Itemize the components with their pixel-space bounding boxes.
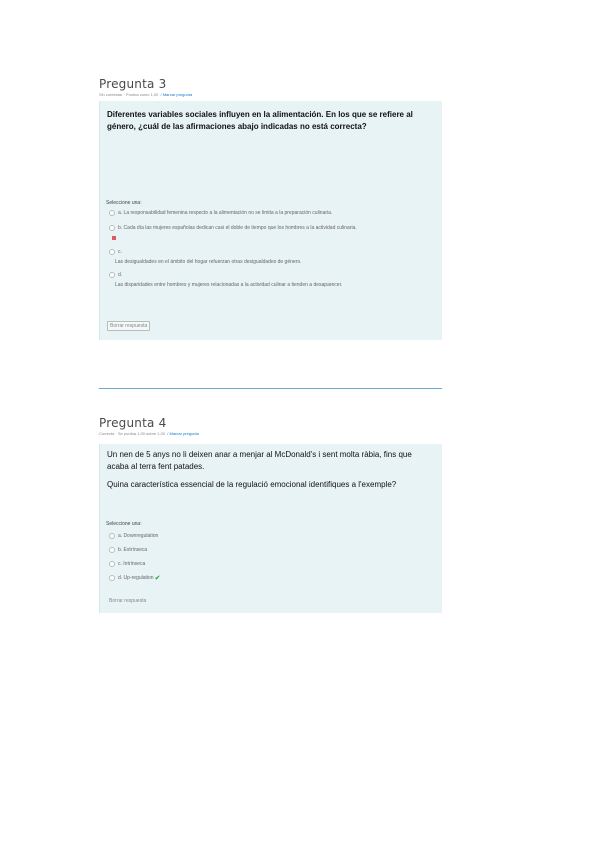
q3-option-a-label: a. La responsabilidad femenina respecto a la alimentación no se limita a la preparación culinaria. [118, 210, 333, 216]
q3-option-c[interactable] [109, 249, 122, 255]
radio-icon[interactable] [109, 533, 115, 539]
q3-option-d-letter: d. [118, 272, 123, 278]
question-4-meta [99, 431, 199, 436]
question-4-prompt: Seleccione una: [106, 521, 142, 527]
question-3-prompt: Seleccione una: [106, 200, 142, 206]
q4-option-a-label: a. Downregulation [118, 533, 159, 539]
q4-option-d-label: d. Up-regulation [118, 575, 154, 581]
question-4-box [99, 444, 442, 613]
radio-icon[interactable] [109, 272, 115, 278]
question-3-title: Pregunta 3 [99, 77, 167, 91]
q4-option-b-label: b. Extrínseca [118, 547, 148, 553]
question-3-status: Sin contestar · Puntúa como 1,00 [99, 92, 159, 97]
q3-option-b-label: b. Cada día las mujeres españolas dedican casi el doble de tiempo que los hombres a la actividad culinaria. [118, 225, 357, 231]
q3-option-c-letter: c. [118, 249, 122, 255]
q3-option-b[interactable] [109, 225, 357, 231]
q4-option-c[interactable] [109, 561, 145, 567]
check-icon: ✔ [154, 574, 161, 582]
radio-icon[interactable] [109, 575, 115, 581]
question-4-title: Pregunta 4 [99, 416, 167, 430]
question-4-text-1: Un nen de 5 anys no li deixen anar a menjar al McDonald's i sent molta ràbia, fins que acaba al terra fent patades. [107, 450, 412, 471]
q4-option-b[interactable] [109, 547, 147, 553]
section-divider [99, 388, 442, 389]
radio-icon[interactable] [109, 210, 115, 216]
q3-option-c-label: Las desigualdades en el ámbito del hogar refuerzan otras desigualdades de género. [115, 259, 302, 265]
question-4-status: Correcta · Se puntúa 1,00 sobre 1,00 [99, 431, 166, 436]
radio-icon[interactable] [109, 547, 115, 553]
question-4-header [99, 416, 199, 436]
radio-icon[interactable] [109, 561, 115, 567]
q4-option-c-label: c. Intrínseca [118, 561, 146, 567]
q4-option-a[interactable] [109, 533, 158, 539]
question-3-box [99, 101, 442, 340]
radio-icon[interactable] [109, 225, 115, 231]
q3-option-d-label: Las disparidades entre hombres y mujeres relacionadas a la actividad culinar a tienden a desaparecer. [115, 282, 343, 288]
radio-icon[interactable] [109, 249, 115, 255]
x-mark-icon [112, 236, 116, 240]
question-3-header [99, 77, 192, 97]
question-3-flag-link[interactable]: / Marcar pregunta [159, 92, 193, 97]
question-3-text: Diferentes variables sociales influyen en la alimentación. En los que se refiere al género, ¿cuál de las afirmaciones abajo indicadas no está correcta? [107, 110, 413, 131]
q4-option-d[interactable] [109, 575, 160, 581]
q3-option-d[interactable] [109, 272, 122, 278]
question-3-meta [99, 92, 192, 97]
clear-answer-button[interactable]: Borrar respuesta [109, 598, 147, 604]
q3-option-a[interactable] [109, 210, 332, 216]
question-4-text-2: Quina característica essencial de la regulació emocional identifiques a l'exemple? [107, 480, 397, 489]
question-4-flag-link[interactable]: / Marcar pregunta [166, 431, 199, 436]
clear-answer-button[interactable]: Borrar respuesta [107, 321, 150, 331]
